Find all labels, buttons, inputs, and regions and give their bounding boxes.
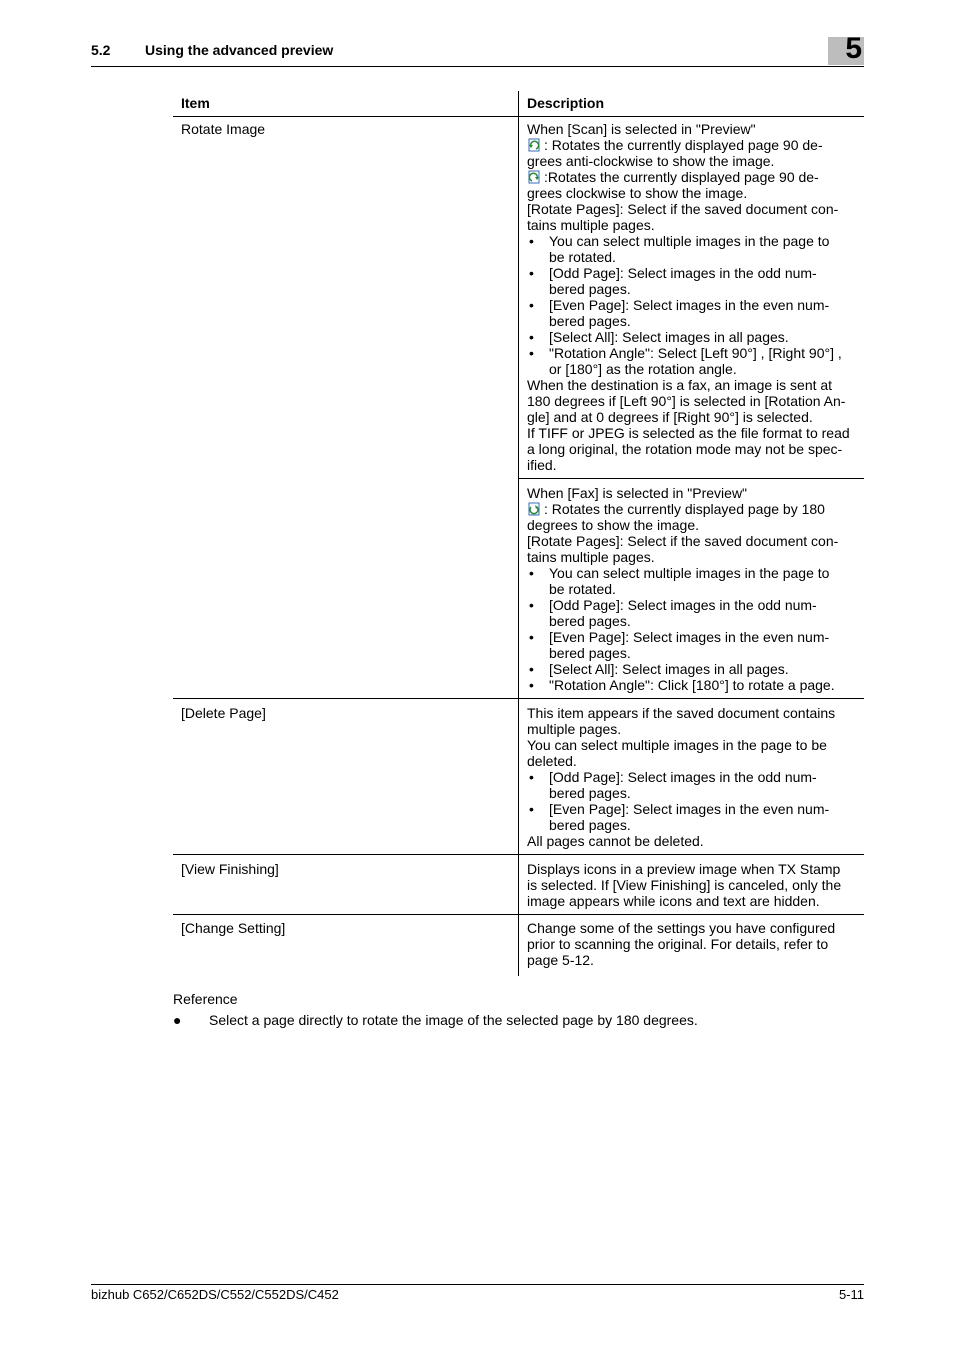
desc-line: page 5-12.	[527, 952, 594, 968]
description-cell	[519, 117, 865, 479]
desc-line: deleted.	[527, 753, 577, 769]
desc-line: degrees to show the image.	[527, 517, 699, 533]
footer-model: bizhub C652/C652DS/C552/C552DS/C452	[91, 1287, 339, 1302]
desc-line: tains multiple pages.	[527, 217, 655, 233]
chapter-tab	[828, 32, 864, 65]
rotate-180-icon	[527, 502, 542, 516]
bullet-item: • "Rotation Angle": Click [180°] to rotate a page.	[527, 677, 856, 693]
rotate-right-icon	[527, 170, 542, 184]
desc-line: If TIFF or JPEG is selected as the file format to read	[527, 425, 850, 441]
item-cell: Rotate Image	[173, 117, 519, 699]
table-header-row	[173, 91, 864, 117]
desc-line: When [Scan] is selected in "Preview"	[527, 121, 756, 137]
desc-line: gle] and at 0 degrees if [Right 90°] is selected.	[527, 409, 813, 425]
section-number: 5.2	[91, 42, 111, 58]
chapter-number: 5	[845, 32, 862, 65]
description-cell	[519, 915, 865, 977]
desc-line: is selected. If [View Finishing] is canceled, only the	[527, 877, 842, 893]
table-row	[173, 699, 864, 855]
desc-line: When [Fax] is selected in "Preview"	[527, 485, 748, 501]
bullet-item: • [Select All]: Select images in all pages.	[527, 329, 856, 345]
bullet-item: • [Odd Page]: Select images in the odd num- bered pages.	[527, 265, 856, 297]
desc-line: This item appears if the saved document contains	[527, 705, 836, 721]
footer-page-number: 5-11	[838, 1287, 864, 1302]
settings-table	[173, 91, 864, 976]
bullet-item: • You can select multiple images in the page to be rotated.	[527, 565, 856, 597]
bullet-item: • [Even Page]: Select images in the even num- bered pages.	[527, 629, 856, 661]
item-cell: [View Finishing]	[173, 855, 519, 915]
bullet-item: • "Rotation Angle": Select [Left 90°] , [Right 90°] , or [180°] as the rotation angle.	[527, 345, 856, 377]
description-cell	[519, 699, 865, 855]
desc-line: All pages cannot be deleted.	[527, 833, 704, 849]
bullet-item: • [Odd Page]: Select images in the odd num- bered pages.	[527, 597, 856, 629]
item-cell: [Change Setting]	[181, 920, 286, 936]
bullet-item: • [Even Page]: Select images in the even num- bered pages.	[527, 297, 856, 329]
bullet-item: • [Select All]: Select images in all pages.	[527, 661, 856, 677]
desc-line: multiple pages.	[527, 721, 622, 737]
desc-line: tains multiple pages.	[527, 549, 655, 565]
bullet-item: • [Odd Page]: Select images in the odd num- bered pages.	[527, 769, 856, 801]
desc-line: a long original, the rotation mode may not be spec-	[527, 441, 843, 457]
table-row	[173, 855, 864, 915]
bullet-icon: ●	[173, 1012, 182, 1028]
bullet-item: • [Even Page]: Select images in the even num- bered pages.	[527, 801, 856, 833]
desc-line: You can select multiple images in the page to be	[527, 737, 827, 753]
column-header-description: Description	[519, 91, 865, 117]
desc-line	[527, 137, 856, 153]
desc-line: [Rotate Pages]: Select if the saved document con-	[527, 533, 839, 549]
desc-text: :Rotates the currently displayed page 90 de-	[544, 169, 819, 185]
table-row	[173, 915, 864, 977]
desc-line: When the destination is a fax, an image is sent at	[527, 377, 833, 393]
desc-line: Change some of the settings you have configured	[527, 920, 836, 936]
description-cell	[519, 855, 865, 915]
page-footer	[91, 1284, 864, 1302]
reference-title: Reference	[173, 991, 238, 1007]
bullet-item: • You can select multiple images in the page to be rotated.	[527, 233, 856, 265]
desc-line: prior to scanning the original. For details, refer to	[527, 936, 829, 952]
desc-text: : Rotates the currently displayed page by 180	[544, 501, 825, 517]
desc-line: Displays icons in a preview image when TX Stamp	[527, 861, 841, 877]
desc-line: grees anti-clockwise to show the image.	[527, 153, 775, 169]
column-header-item: Item	[173, 91, 519, 117]
desc-line: image appears while icons and text are hidden.	[527, 893, 820, 909]
section-title: Using the advanced preview	[145, 42, 334, 58]
description-cell	[519, 479, 865, 699]
desc-line: ified.	[527, 457, 557, 473]
item-cell: [Delete Page]	[173, 699, 519, 855]
desc-line	[527, 169, 856, 185]
table-row	[173, 117, 864, 479]
page-header	[91, 32, 864, 67]
rotate-left-icon	[527, 138, 542, 152]
desc-line: [Rotate Pages]: Select if the saved document con-	[527, 201, 839, 217]
reference-text: Select a page directly to rotate the image of the selected page by 180 degrees.	[209, 1012, 698, 1028]
desc-line: 180 degrees if [Left 90°] is selected in [Rotation An-	[527, 393, 846, 409]
desc-line: grees clockwise to show the image.	[527, 185, 748, 201]
desc-line	[527, 501, 856, 517]
desc-text: : Rotates the currently displayed page 90 de-	[544, 137, 823, 153]
